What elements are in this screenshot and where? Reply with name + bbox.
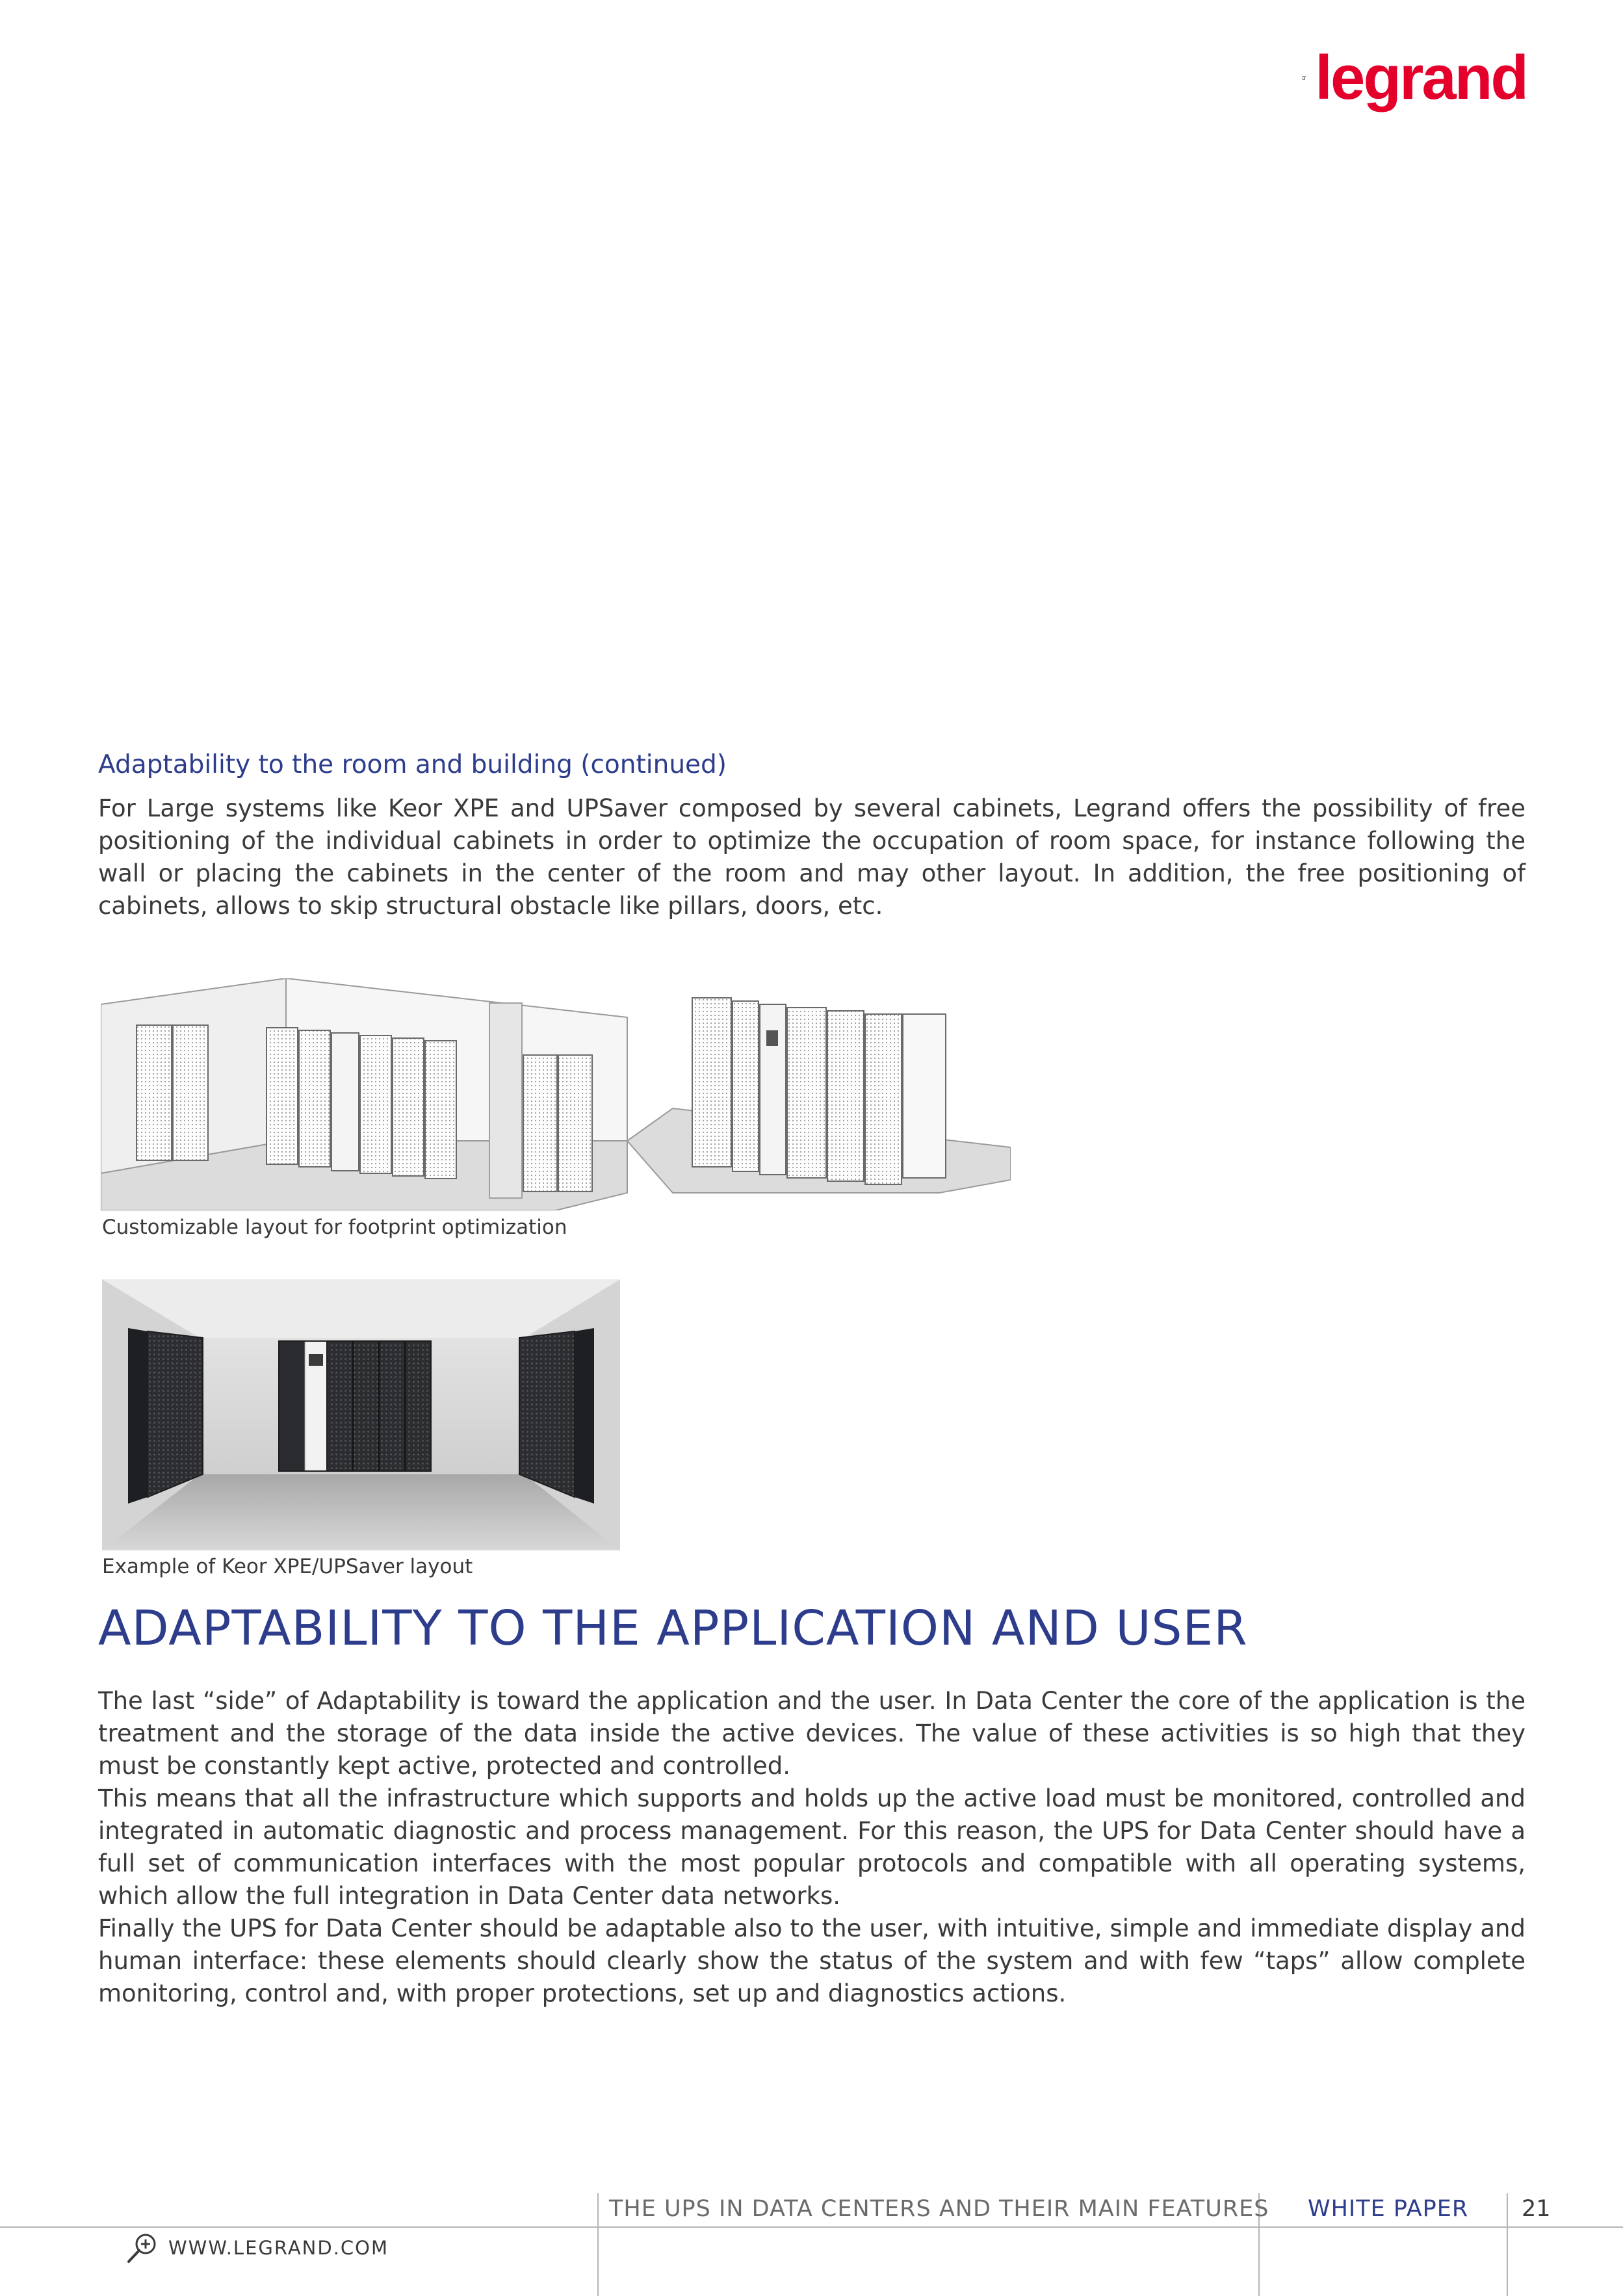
footprint-layout-illustration xyxy=(101,978,1011,1210)
magnifier-plus-icon xyxy=(125,2231,159,2265)
section-subheading: Adaptability to the room and building (continued) xyxy=(98,750,727,779)
figure-caption-footprint: Customizable layout for footprint optimization xyxy=(102,1216,567,1239)
page-number: 21 xyxy=(1522,2196,1551,2222)
footer-divider xyxy=(1507,2193,1508,2296)
main-body xyxy=(98,1685,1526,2010)
footer-white-paper-label: WHITE PAPER xyxy=(1308,2196,1469,2222)
legrand-mark-icon xyxy=(1303,58,1306,98)
footer-website[interactable] xyxy=(125,2231,389,2265)
main-heading: ADAPTABILITY TO THE APPLICATION AND USER xyxy=(98,1600,1248,1656)
keor-xpe-upsaver-room-render xyxy=(102,1279,620,1550)
footer-divider xyxy=(597,2193,599,2296)
section-paragraph: For Large systems like Keor XPE and UPSaver composed by several cabinets, Legrand offers the possibility of free positioning of the individual cabinets in order to optimize the occupation of room space, for instance following the wall or placing the cabinets in the center of the room and may other layout. In addition, the free positioning of cabinets, allows to skip structural obstacle like pillars, doors, etc. xyxy=(98,794,1526,920)
footer-rule xyxy=(0,2226,1623,2228)
figure-caption-room-example: Example of Keor XPE/UPSaver layout xyxy=(102,1555,473,1578)
footer-document-title: THE UPS IN DATA CENTERS AND THEIR MAIN FEATURES xyxy=(609,2196,1269,2222)
website-link[interactable]: WWW.LEGRAND.COM xyxy=(168,2237,389,2259)
main-paragraph-2: This means that all the infrastructure which supports and holds up the active load must be monitored, controlled and integrated in automatic diagnostic and process management. For this reason, the UPS for Data Center should have a full set of communication interfaces with the most popular protocols and compatible with all operating systems, which allow the full integration in Data Center data networks. xyxy=(98,1784,1526,1910)
main-paragraph-3: Finally the UPS for Data Center should be adaptable also to the user, with intuitive, simple and immediate display and human interface: these elements should clearly show the status of the system and with few “taps” allow complete monitoring, control and, with proper protections, set up and diagnostics actions. xyxy=(98,1914,1526,2007)
legrand-wordmark: legrand xyxy=(1315,43,1527,112)
legrand-logo xyxy=(1303,43,1527,112)
main-paragraph-1: The last “side” of Adaptability is toward the application and the user. In Data Center the core of the application is the treatment and the storage of the data inside the active devices. The value of these activities is so high that they must be constantly kept active, protected and controlled. xyxy=(98,1687,1526,1780)
